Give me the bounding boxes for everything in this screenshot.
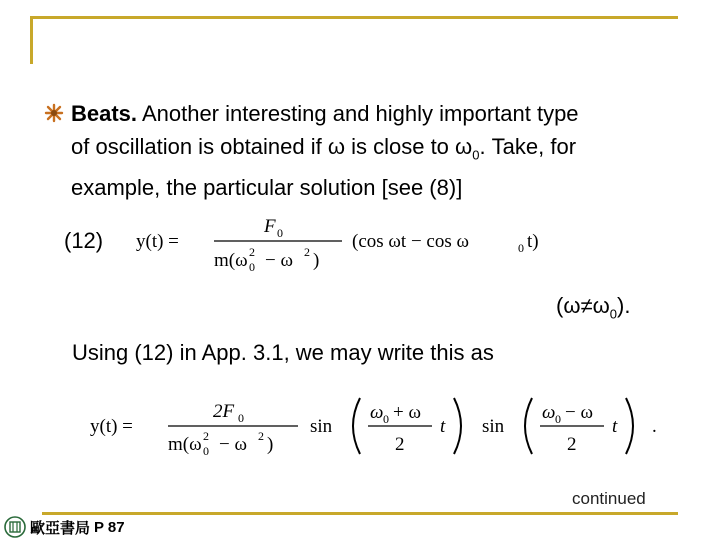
eq1-den-close: ): [313, 250, 320, 271]
eq2-frac1-num-sub: 0: [383, 412, 389, 426]
eq2-frac2-den: 2: [567, 434, 577, 455]
condition-omega-neq: $(\omega\ne\omega_0)$.: [556, 293, 631, 322]
equation-number: (12): [64, 228, 104, 253]
eq1-den-rest: − ω: [265, 250, 293, 271]
eq1-factor: (cos ωt − cos ω: [352, 231, 469, 252]
frame-bottom-border: [42, 512, 678, 515]
eq1-lhs: y(t) =: [136, 231, 179, 252]
paragraph-line-1: Beats. Another interesting and highly important type: [71, 101, 579, 126]
eq2-denominator: m(ω: [168, 434, 202, 455]
eq2-frac2-num-sub: 0: [555, 412, 561, 426]
frame-left-border: [30, 16, 33, 64]
eq1-numerator: F: [264, 216, 276, 237]
paragraph-line-3: example, the particular solution [see (8)]: [71, 175, 463, 201]
using-text: Using (12) in App. 3.1, we may write this as: [72, 340, 494, 365]
eq2-frac2-num: ω: [542, 402, 556, 423]
eq2-frac1-num-b: + ω: [393, 402, 421, 423]
star-bullet-icon: [44, 103, 64, 123]
paragraph-line-2: of oscillation is obtained if ω is close to $\omega_0$. Take, for: [71, 134, 577, 163]
frame-top-border: [30, 16, 678, 19]
eq2-sin-1: sin: [310, 416, 333, 437]
eq2-den-close: ): [267, 434, 274, 455]
eq2-t-2: t: [612, 416, 618, 437]
equation-beats: [90, 390, 680, 470]
eq2-frac1-num: ω: [370, 402, 384, 423]
eq2-paren-open-1: [353, 398, 360, 454]
beats-paragraph: [71, 97, 701, 204]
eq1-den-sub: 0: [249, 260, 255, 274]
eq1-denominator: m(ω: [214, 250, 248, 271]
eq1-numerator-sub: 0: [277, 226, 283, 240]
eq1-factor-sub: 0: [518, 241, 524, 255]
eq2-den-sup: 2: [203, 429, 209, 443]
paragraph-title: Beats.: [71, 101, 138, 126]
continued-label: continued: [572, 489, 646, 508]
eq2-den-sub: 0: [203, 444, 209, 458]
eq1-den-sup-2: 2: [304, 245, 310, 259]
eq2-numerator: 2F: [213, 401, 235, 422]
eq2-frac2-num-b: − ω: [565, 402, 593, 423]
eq2-frac1-den: 2: [395, 434, 405, 455]
eq2-paren-close-2: [626, 398, 633, 454]
eq2-period: .: [652, 416, 657, 437]
eq2-numerator-sub: 0: [238, 411, 244, 425]
eq2-den-sup-2: 2: [258, 429, 264, 443]
eq2-paren-close-1: [454, 398, 461, 454]
equation-12: [136, 204, 556, 284]
publisher-name: 歐亞書局: [30, 519, 91, 537]
eq2-paren-open-2: [525, 398, 532, 454]
eq2-t-1: t: [440, 416, 446, 437]
footer: [4, 516, 125, 538]
eq2-den-rest: − ω: [219, 434, 247, 455]
publisher-logo-icon: [4, 516, 26, 538]
page-number: P 87: [94, 518, 125, 536]
eq2-sin-2: sin: [482, 416, 505, 437]
eq2-lhs: y(t) =: [90, 416, 133, 437]
eq1-factor-end: t): [527, 231, 539, 252]
eq1-den-sup: 2: [249, 245, 255, 259]
